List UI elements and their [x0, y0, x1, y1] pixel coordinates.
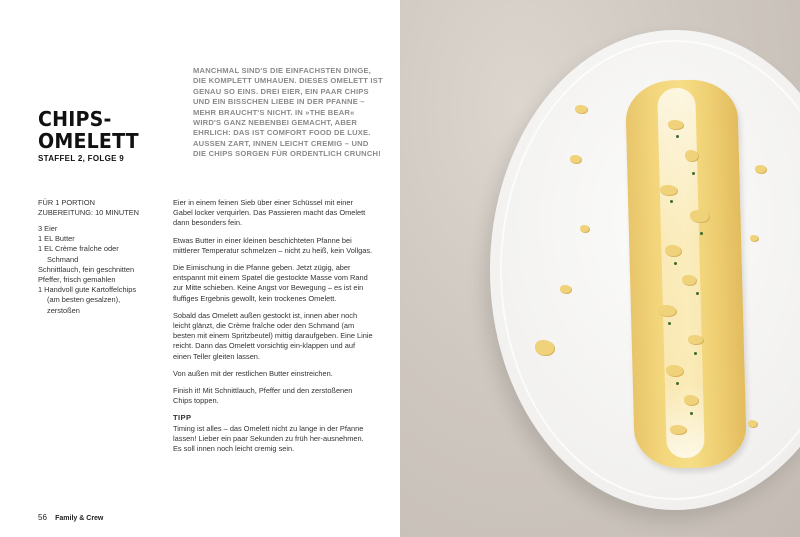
recipe-title-line-2: OMELETT — [38, 129, 139, 153]
chip-crumb — [535, 340, 555, 356]
ingredient-item: Pfeffer, frisch gemahlen — [38, 275, 116, 285]
chip-crumb — [682, 275, 697, 286]
food-photo — [400, 0, 800, 537]
chive-speck — [668, 322, 671, 325]
chip-crumb — [668, 120, 684, 130]
tip-heading: TIPP — [173, 413, 192, 423]
method-steps — [173, 198, 373, 461]
chip-crumb — [685, 150, 699, 162]
ingredient-list — [38, 224, 168, 316]
chip-crumb — [670, 425, 687, 435]
ingredient-item: Schnittlauch, fein geschnitten — [38, 264, 135, 274]
chip-crumb — [665, 245, 682, 257]
chive-speck — [676, 135, 679, 138]
chive-speck — [700, 232, 703, 235]
recipe-meta — [38, 198, 168, 218]
chip-crumb — [570, 155, 582, 164]
chive-speck — [670, 200, 673, 203]
method-step: Eier in einem feinen Sieb über einer Schüssel mit einer Gabel locker verquirlen. Das Passieren macht das Omelett dann besonders fein. — [173, 198, 366, 228]
recipe-subtitle: STAFFEL 2, FOLGE 9 — [38, 154, 125, 163]
chip-crumb — [750, 235, 759, 242]
chip-crumb — [684, 395, 699, 406]
chive-speck — [694, 352, 697, 355]
chip-crumb — [690, 210, 710, 223]
chip-crumb — [666, 365, 684, 377]
method-step: Sobald das Omelett außen gestockt ist, innen aber noch leicht glänzt, die Crème fraîche oder den Schmand (am besten mit einem Spritzbeutel) mittig daraufgeben. Eine Linie reicht. Dann das Omelett vorsichtig ein-klappen und auf einen Teller gleiten lassen. — [173, 310, 373, 361]
servings: FÜR 1 PORTION — [38, 198, 95, 207]
method-step: Finish it! Mit Schnittlauch, Pfeffer und den zerstoßenen Chips toppen. — [173, 386, 353, 406]
recipe-title-line-1: CHIPS- — [38, 107, 112, 131]
ingredient-continuation: Schmand — [47, 254, 79, 264]
intro-text: MANCHMAL SIND'S DIE EINFACHSTEN DINGE, DIE KOMPLETT UMHAUEN. DIESES OMELETT IST GENAU SO EINS. DREI EIER, EIN PAAR CHIPS UND EIN BISSCHEN LIEBE IN DER PFANNE – MEHR BRAUCHT'S NICHT. IN »THE BEAR« WIRD'S GANZ NEBENBEI GEMACHT, ABER EHRLICH: DAS IST COMFORT FOOD DE LUXE. AUSSEN ZART, INNEN LEICHT CREMIG – UND DIE CHIPS SORGEN FÜR ORDENTLICH CRUNCH! — [193, 66, 383, 159]
chip-crumb — [748, 420, 758, 428]
ingredient-continuation: zerstoßen — [47, 305, 80, 315]
method-step: Die Eimischung in die Pfanne geben. Jetzt zügig, aber entspannt mit einem Spatel die gestockte Masse vom Rand zur Mitte schieben. Keine Angst vor Bewegung – es ist ein fluffiges Ergebnis gewollt, kein trockenes Omelett. — [173, 263, 368, 303]
ingredient-item: 1 Handvoll gute Kartoffelchips — [38, 285, 137, 295]
chip-crumb — [575, 105, 588, 114]
ingredient-item: 1 EL Crème fraîche oder — [38, 244, 119, 254]
chive-speck — [676, 382, 679, 385]
chive-speck — [674, 262, 677, 265]
method-step: Etwas Butter in einer kleinen beschichteten Pfanne bei mittlerer Temperatur schmelzen – nicht zu heiß, kein Vollgas. — [173, 235, 373, 255]
ingredient-continuation: (am besten gesalzen), — [47, 295, 121, 305]
ingredient-item: 1 EL Butter — [38, 234, 75, 244]
chip-crumb — [755, 165, 767, 174]
chip-crumb — [660, 185, 678, 196]
section-name: Family & Crew — [55, 515, 104, 522]
page-number: 56 — [38, 513, 47, 522]
tip-text: Timing ist alles – das Omelett nicht zu lange in der Pfanne lassen! Lieber ein paar Sekunden zu früh her-ausnehmen. Es soll innen noch leicht cremig sein. — [173, 423, 364, 454]
prep-time: ZUBEREITUNG: 10 MINUTEN — [38, 208, 140, 218]
page-footer — [38, 513, 103, 522]
recipe-title — [38, 108, 139, 152]
chip-crumb — [560, 285, 572, 294]
chip-crumb — [688, 335, 704, 345]
chive-speck — [696, 292, 699, 295]
chive-speck — [692, 172, 695, 175]
chive-speck — [690, 412, 693, 415]
method-step: Von außen mit der restlichen Butter einstreichen. — [173, 368, 333, 378]
chip-crumb — [580, 225, 590, 233]
chip-crumb — [658, 305, 677, 317]
ingredient-item: 3 Eier — [38, 224, 58, 233]
